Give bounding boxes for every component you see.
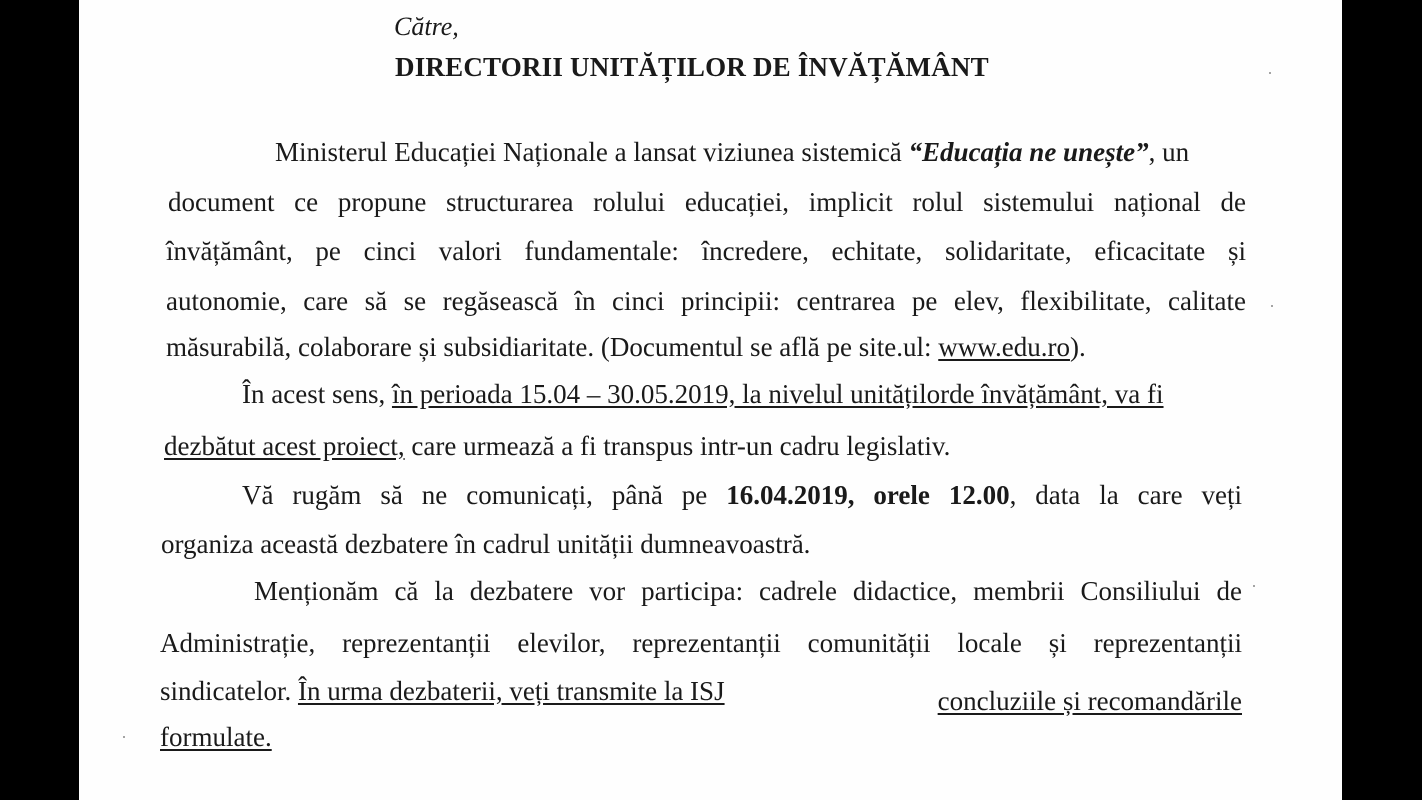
formulated: formulate. bbox=[160, 722, 272, 752]
website-link[interactable]: www.edu.ro bbox=[938, 332, 1070, 362]
letter-body bbox=[79, 0, 1342, 800]
vision-title: “Educația ne unește” bbox=[908, 137, 1149, 167]
p4-text-a: sindicatelor. bbox=[160, 676, 298, 706]
p1-text-a: Ministerul Educației Naționale a lansat viziunea sistemică bbox=[275, 137, 909, 167]
paragraph-2-line-2 bbox=[164, 433, 1250, 460]
paragraph-2-line-1 bbox=[242, 381, 1246, 408]
conclusions-recommendations: concluziile și recomandările bbox=[937, 686, 1242, 716]
scan-speck bbox=[1253, 585, 1255, 587]
recipient-heading: DIRECTORII UNITĂȚILOR DE ÎNVĂȚĂMÂNT bbox=[395, 52, 989, 82]
paragraph-1-line-5 bbox=[166, 334, 1252, 361]
p3-text-c: , data la care veți bbox=[1009, 480, 1242, 510]
paragraph-1-line-3: învățământ, pe cinci valori fundamentale: încredere, echitate, solidaritate, eficacitate și bbox=[166, 236, 1246, 266]
p2-text-b: care urmează a fi transpus intr-un cadru legislativ. bbox=[404, 431, 951, 461]
p3-text-a: Vă rugăm să ne comunicați, până pe bbox=[242, 480, 727, 510]
p2-text-a: În acest sens, bbox=[242, 379, 392, 409]
scan-speck bbox=[1271, 305, 1273, 307]
paragraph-3-line-2: organiza această dezbatere în cadrul unității dumneavoastră. bbox=[161, 529, 811, 559]
deadline: 16.04.2019, orele 12.00 bbox=[726, 480, 1010, 510]
paragraph-1-line-4: autonomie, care să se regăsească în cinci principii: centrarea pe elev, flexibilitate, calitate bbox=[166, 286, 1246, 316]
paragraph-3-line-1 bbox=[242, 482, 1242, 509]
scan-speck bbox=[123, 736, 125, 738]
paragraph-1-line-1 bbox=[275, 139, 1246, 166]
salutation: Către, bbox=[394, 12, 459, 41]
transmit-isj: În urma dezbaterii, veți transmite la ISJ bbox=[297, 676, 725, 706]
paragraph-4-line-4 bbox=[160, 724, 1246, 751]
p1-text-c: , un bbox=[1148, 137, 1190, 167]
p1-l5-end: ). bbox=[1069, 332, 1086, 362]
paragraph-1-line-2: document ce propune structurarea rolului educației, implicit rolul sistemului național de bbox=[168, 187, 1246, 217]
debate-period: în perioada 15.04 – 30.05.2019, la nivelul unitățilorde învățământ, va fi bbox=[391, 379, 1164, 409]
paragraph-4-line-1: Menționăm că la dezbatere vor participa: cadrele didactice, membrii Consiliului de bbox=[254, 576, 1242, 606]
paragraph-4-line-3-right bbox=[900, 688, 1242, 715]
paragraph-4-line-2: Administrație, reprezentanții elevilor, reprezentanții comunității locale și reprezentanții bbox=[160, 628, 1242, 658]
debate-project: dezbătut acest proiect, bbox=[164, 431, 405, 461]
p1-l5-text: măsurabilă, colaborare și subsidiaritate. (Documentul se află pe site.ul: bbox=[166, 332, 939, 362]
scan-speck bbox=[1269, 72, 1271, 74]
document-page bbox=[79, 0, 1342, 800]
